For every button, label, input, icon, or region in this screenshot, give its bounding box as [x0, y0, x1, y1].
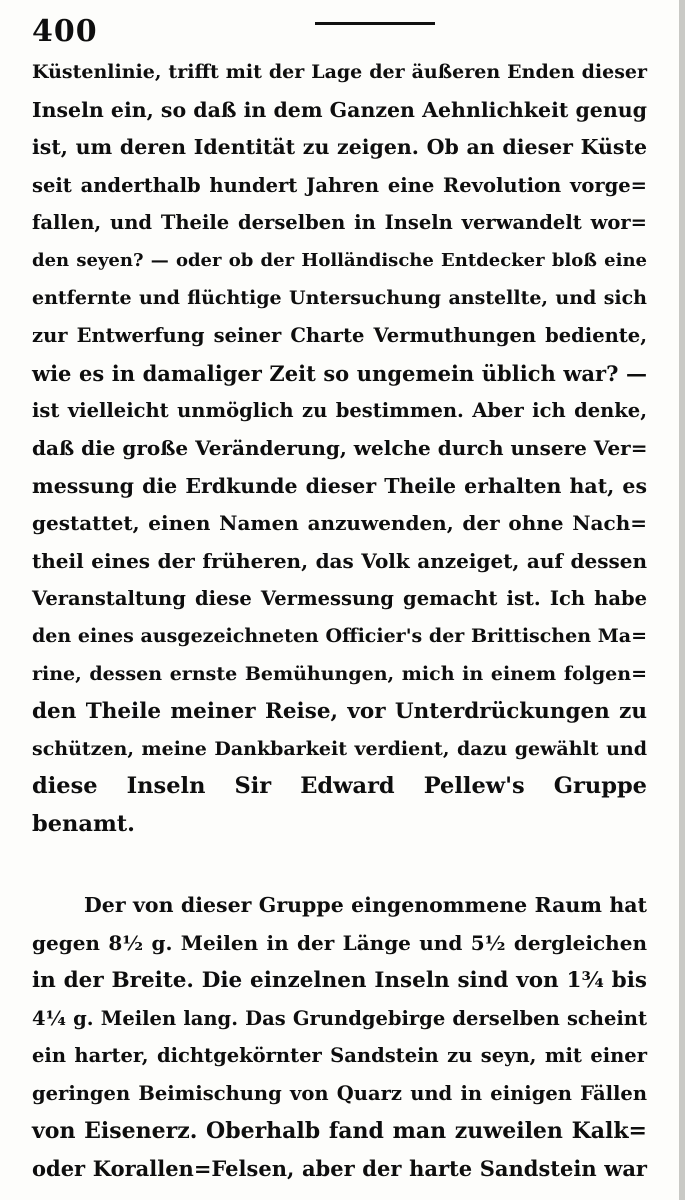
text-line: diese Inseln Sir Edward Pellew's Gruppe: [32, 773, 647, 800]
text-line: Inseln ein, so daß in dem Ganzen Aehnlichkeit genug: [32, 97, 647, 122]
text-line: den seyen? — oder ob der Holländische Entdecker bloß eine: [32, 249, 647, 271]
text-line: gegen 8½ g. Meilen in der Länge und 5½ dergleichen: [32, 930, 647, 955]
text-line: rine, dessen ernste Bemühungen, mich in einem folgen=: [32, 662, 647, 685]
text-line: entfernte und flüchtige Untersuchung anstellte, und sich: [32, 286, 647, 309]
text-line: von Eisenerz. Oberhalb fand man zuweilen Kalk=: [32, 1117, 647, 1144]
paragraph-1: [32, 54, 647, 843]
text-line: ist, um deren Identität zu zeigen. Ob an dieser Küste: [32, 135, 647, 160]
page-number: 400: [32, 14, 98, 49]
text-line: fallen, und Theile derselben in Inseln verwandelt wor=: [32, 211, 647, 235]
text-line: seit anderthalb hundert Jahren eine Revolution vorge=: [32, 173, 647, 197]
text-line: ist vielleicht unmöglich zu bestimmen. Aber ich denke,: [32, 399, 647, 423]
paragraph-2: [32, 887, 647, 1188]
text-line: Veranstaltung diese Vermessung gemacht ist. Ich habe: [32, 587, 647, 611]
text-line: wie es in damaliger Zeit so ungemein üblich war? —: [32, 360, 647, 386]
text-line: gestattet, einen Namen anzuwenden, der ohne Nach=: [32, 511, 647, 536]
text-line: geringen Beimischung von Quarz und in einigen Fällen: [32, 1081, 647, 1105]
text-line: zur Entwerfung seiner Charte Vermuthungen bediente,: [32, 324, 647, 348]
text-line: den Theile meiner Reise, vor Unterdrückungen zu: [32, 699, 647, 725]
text-line: Der von dieser Gruppe eingenommene Raum hat: [84, 893, 647, 917]
text-line: daß die große Veränderung, welche durch unsere Ver=: [32, 435, 648, 460]
text-line: ein harter, dichtgekörnter Sandstein zu seyn, mit einer: [32, 1044, 647, 1068]
text-line: messung die Erdkunde dieser Theile erhalten hat, es: [32, 473, 647, 498]
page-edge-shadow: [679, 0, 685, 1200]
text-line: in der Breite. Die einzelnen Inseln sind von 1¾ bis: [32, 968, 647, 994]
text-line: oder Korallen=Felsen, aber der harte Sandstein war: [32, 1156, 647, 1182]
text-line: schützen, meine Dankbarkeit verdient, dazu gewählt und: [32, 737, 647, 760]
text-line: benamt.: [32, 810, 136, 837]
text-line: 4¼ g. Meilen lang. Das Grundgebirge derselben scheint: [32, 1006, 647, 1030]
text-line: theil eines der früheren, das Volk anzeiget, auf dessen: [32, 548, 647, 573]
header-rule: [315, 22, 435, 25]
text-line: Küstenlinie, trifft mit der Lage der äußeren Enden dieser: [32, 61, 647, 83]
text-line: den eines ausgezeichneten Officier's der Brittischen Ma=: [32, 624, 647, 647]
